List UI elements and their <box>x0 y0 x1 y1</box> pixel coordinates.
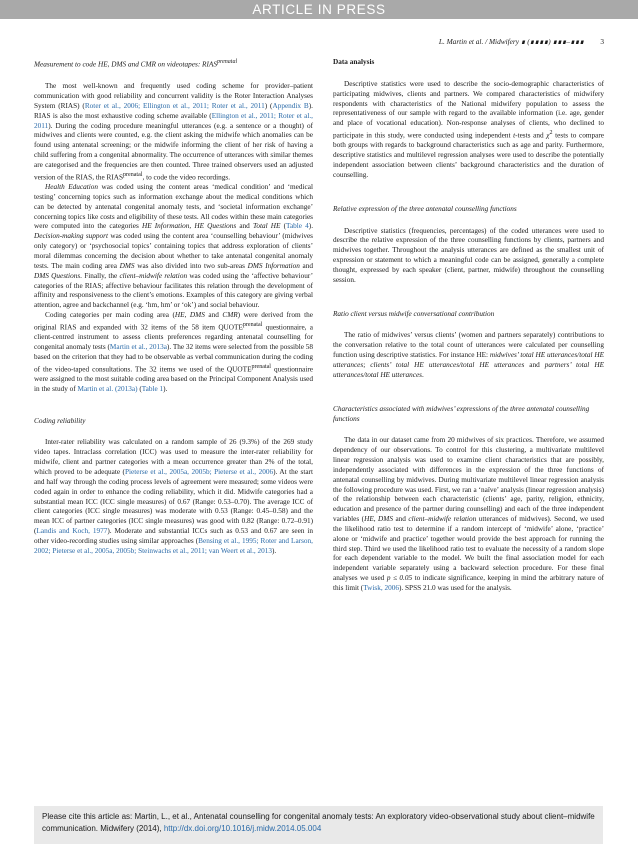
paragraph-coding-categories: Coding categories per main coding area (HE, DMS and CMR) were derived from the original RIAS and expanded with 32 items of the 58 item $QUOTE^{prenatal}$ questionnaire, a client-centred instrument to assess clients preferences regarding antenatal counselling for congenital anomaly tests (Martin et al., 2013a). The 32 items were selected from the possible 58 based on the criterion that they had to be observable as verbal communication during the coding of the video-taped consultations. The 32 items we used of the $QUOTE^{prenatal}$ questionnaire were assigned to the most suitable coding area based on the Principal Component Analysis used in the study of Martin et al. (2013a) (Table 1). <box>34 311 314 393</box>
citation-text: Please cite this article as: Martin, L., et al., Antenatal counselling for congenital anomaly tests: An exploratory video-observational study about client–midwife communication. Midwifery (2014), <box>42 812 595 833</box>
ref-martin-2013a-pca[interactable]: Martin et al. (2013a) <box>77 384 138 393</box>
doi-link[interactable]: http://dx.doi.org/10.1016/j.midw.2014.05.004 <box>163 824 322 833</box>
section-heading-data-analysis: Data analysis <box>333 58 375 66</box>
ref-table-1[interactable]: Table 1 <box>141 384 164 393</box>
paragraph-relative-expression: Descriptive statistics (frequencies, percentages) of the coded utterances were used to describe the relative expression of the three counselling functions by clients, partners and midwives together. Throughout the analysis utterances are defined as the smallest unit of expression or statement to which a meaningful code can be assigned, generally a complete thought, expressed by each speaker (client, partner, midwife) throughout the counselling session. <box>333 226 604 284</box>
section-heading-coding-reliability: Coding reliability <box>34 416 86 425</box>
ref-ellington-roter[interactable]: Ellington et al., 2011; Roter et al., 2011 <box>34 111 313 130</box>
ref-pieterse[interactable]: Pieterse et al., 2005a, 2005b; Pieterse et al., 2006 <box>124 468 274 476</box>
ref-martin-2013a[interactable]: Martin et al., 2013a <box>109 343 167 351</box>
paragraph-characteristics: The data in our dataset came from 20 midwives of six practices. Therefore, we assumed dependency of our observations. To control for this clustering, a multivariate multilevel linear regression analysis was used to examine client characteristics that are possibly, independently associated with differences in the expression of the three functions of antenatal counselling by midwives. During multivariate multilevel linear regression analysis the following procedure was used. First, we ran a ‘naïve’ analysis (linear regression analysis) of the relationship between each characteristic (clients’ age, parity, religion, ethnicity, education and presence of the partner during counselling) and each of the three independent variables (HE, DMS and client–midwife relation utterances of midwives). Second, we used the likelihood ratio test to determine if a random intercept of ‘midwife’ alone, ‘practice’ alone or ‘midwife and practice’ together would provide the best approach for running the third step. Third we used the likelihood ratio test to evaluate the necessity of a random slope for each dependent variable to the model. We built the final association model for each independent variable separately using a backward selection procedure. For these final analyses we used p ≤ 0.05 to indicate significance, keeping in mind the arbitrary nature of this limit (Twisk, 2006). SPSS 21.0 was used for the analysis. <box>333 436 604 592</box>
citation-footer <box>34 806 603 844</box>
section-heading-measurement: Measurement to code HE, DMS and CMR on videotapes: $RIAS^{prenatal}$ <box>34 59 238 69</box>
ref-appendix-b[interactable]: Appendix B <box>272 101 309 110</box>
paragraph-reliability: Inter-rater reliability was calculated on a random sample of 26 (9.3%) of the 269 study video tapes. Intraclass correlation (ICC) was used to measure the inter-rater reliability for midwife, client and partner categories with a mean occurrence greater than 2% of the total, which proved to be adequate (Pieterse et al., 2005a, 2005b; Pieterse et al., 2006). At the start and half way through the coding process levels of agreement were measured; some videos were coded again in order to enhance the coding reliability, which it did. Midwife categories had a substantial mean ICC (ICC single measures) of 0.67 (Range: 0.53–0.70). The average ICC of client categories (ICC single measures) was moderate with 0.53 (Range: 0.45–0.58) and the mean ICC of partner categories (ICC single measures) was good with 0.82 (Range: 0.72–0.91) (Landis and Koch, 1977). Moderate and substantial ICCs such as 0.53 and 0.67 are seen in other video-recording studies using similar approaches (Bensing et al., 1995; Roter and Larson, 2002; Pieterse et al., 2005a, 2005b; Steinwachs et al., 2011; van Weert et al., 2013). <box>34 438 313 555</box>
paragraph-ratio: The ratio of midwives’ versus clients’ (women and partners separately) contributions to the conversation relative to the total count of utterances were calculated per counselling function using descriptive statistics. For instance HE: midwives’ total HE utterances/total HE utterances; clients’ total HE utterances/total HE utterances and partners’ total HE utterances/total HE utterances. <box>333 331 604 379</box>
paragraph-rias: The most well-known and frequently used coding scheme for provider–patient communication with good reliability and concurrent validity is the Roter Interaction Analyses System (RIAS) (Roter et al., 2006; Ellington et al., 2011; Roter et al., 2011) (Appendix B). RIAS is also the most exhaustive coding scheme available (Ellington et al., 2011; Roter et al., 2011). During the coding procedure meaningful utterances (e.g. a sentence or a thought) of midwives and clients were counted, e.g. the client asking the midwife which anomalies can be found using antenatal screening; or the midwife informing the client of her risk of having a child suffering from a congenital abnormality. The occurrence of utterances with similar themes are categorised and the frequencies are then counted. Three trained observers used an adjusted version of the RIAS, the $RIAS^{prenatal}$, to code the video recordings. <box>34 82 313 182</box>
paragraph-descriptive-statistics: Descriptive statistics were used to describe the socio-demographic characteristics of participating midwives, clients and partners. We compared characteristics of midwifery respondents with characteristics of the National midwifery population to assess the representativeness of our sample with regard to the available information (i.e. age, gender and place of vocational education). Non-response analyses of clients, who declined to participate in this study, were conducted using independent t-tests and $\chi^2$ tests to compare both groups with regards to background characteristics such as age and parity. Furthermore, descriptive statistics and multilevel regression analyses were used to describe the potentially independent association between clients’ background characteristics and the duration of counselling. <box>333 79 604 179</box>
ref-roter-ellington[interactable]: Roter et al., 2006; Ellington et al., 2011; Roter et al., 2011 <box>84 101 265 110</box>
article-in-press-banner: ARTICLE IN PRESS <box>0 0 638 19</box>
ref-table-4[interactable]: Table 4 <box>286 222 309 231</box>
page-number: 3 <box>600 37 604 46</box>
right-column <box>333 58 604 594</box>
journal-citation: L. Martin et al. / Midwifery ∎ (∎∎∎∎) ∎∎∎–∎∎∎ <box>438 37 584 46</box>
ref-video-studies[interactable]: Bensing et al., 1995; Roter and Larson, 2002; Pieterse et al., 2005a, 2005b; Steinwachs et al., 2011; van Weert et al., 2013 <box>34 536 313 555</box>
running-header <box>34 36 604 48</box>
section-heading-relative-expression: Relative expression of the three antenatal counselling functions <box>333 204 517 213</box>
ref-landis-koch[interactable]: Landis and Koch, 1977 <box>36 527 108 536</box>
section-heading-ratio: Ratio client versus midwife conversational contribution <box>333 309 495 318</box>
paragraph-health-education: Health Education was coded using the content areas ‘medical condition’ and ‘medical testing’ concerning topics such as information exchange about the medical conditions which can be detected by antenatal congenital anomaly tests, and ‘societal information exchange’ concerning topics like costs and eligibility of these tests. All codes within these main categories were computed into the categories HE Information, HE Questions and Total HE (Table 4). Decision-making support was coded using the content area ‘counselling behaviour’ (midwives only category) or ‘psychosocial topics’ containing topics that address exploration of clients’ moral dilemmas concerning the decision about whether to take antenatal congenital anomaly tests. The main coding area DMS was also divided into two sub-areas DMS Information and DMS Questions. Finally, the client–midwife relation was coded using the ‘affective behaviour’ categories of the RIAS; affective behaviour facilitates this relation through the development of affinity and responsiveness to the client’s emotions. Examples of this category are giving verbal attention, agree and backchannel (e.g. ‘hm, hm’ or ‘ok’) and social behaviour. <box>34 183 314 310</box>
ref-twisk[interactable]: Twisk, 2006 <box>363 584 399 592</box>
left-column <box>34 58 313 557</box>
section-heading-characteristics: Characteristics associated with midwives’ expressions of the three antenatal counselling functions <box>333 404 590 423</box>
